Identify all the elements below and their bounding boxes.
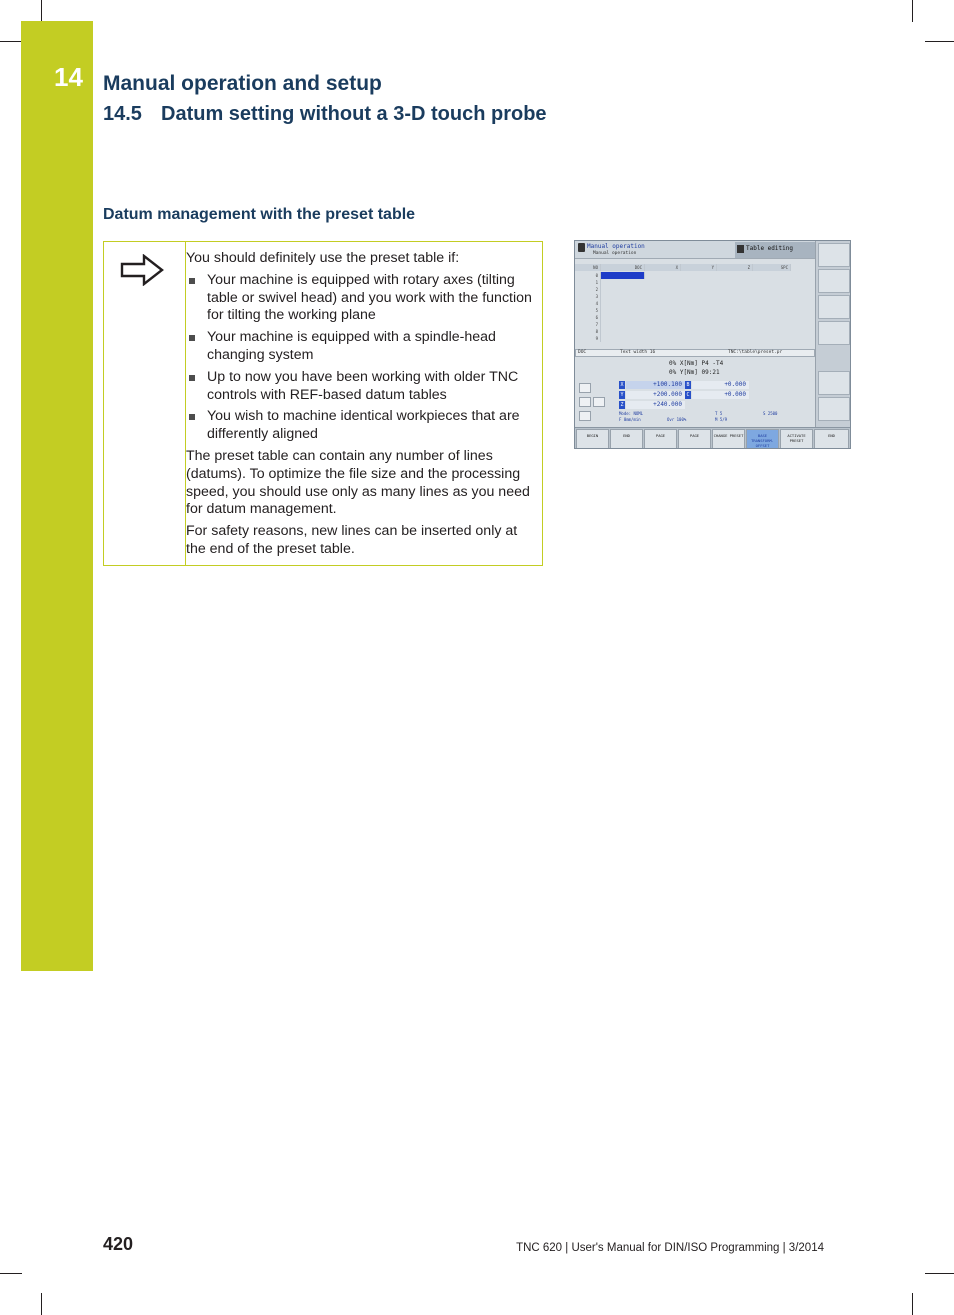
crop-mark — [925, 1273, 954, 1274]
mode-table-editing: Table editing — [735, 242, 815, 258]
table-row[interactable]: 3 — [575, 293, 791, 300]
sidebar-slot — [818, 321, 850, 345]
axis-row: Y +200.000 — [619, 391, 685, 399]
page-footer: TNC 620 | User's Manual for DIN/ISO Programming | 3/2014 — [516, 1242, 824, 1254]
home-icon[interactable] — [593, 397, 605, 407]
crop-mark — [912, 0, 913, 22]
table-row[interactable]: 1 — [575, 279, 791, 286]
status-display — [669, 359, 723, 377]
note-bullet-list — [186, 272, 538, 444]
mode-main: Manual operation — [587, 243, 645, 250]
tool-button[interactable] — [579, 411, 591, 421]
section-title — [103, 103, 547, 126]
bullet-icon — [189, 278, 195, 284]
crop-mark — [0, 1273, 22, 1274]
path-right: TNC:\table\preset.pr — [728, 350, 783, 355]
table-row[interactable]: 6 — [575, 314, 791, 321]
section-number: 14.5 — [103, 103, 142, 125]
crop-mark — [912, 1293, 913, 1315]
table-row[interactable]: 4 — [575, 300, 791, 307]
tool-button[interactable] — [579, 383, 591, 393]
info-bar: Mode: NOML T 5 S 2500 F 0mm/min Ovr 100% M 5/9 — [619, 411, 778, 422]
softkey-base-transform[interactable]: BASE TRANSFORM. OFFSET — [746, 429, 779, 449]
softkey-row — [575, 427, 851, 449]
bullet-icon — [189, 375, 195, 381]
sidebar-slot — [818, 295, 850, 319]
path-bar — [575, 349, 815, 357]
screen-sidebar — [815, 241, 851, 427]
axis-row: B +0.000 — [685, 381, 749, 389]
softkey-end[interactable]: END — [610, 429, 643, 449]
status-line: 0% X[Nm] P4 -T4 — [669, 360, 724, 367]
chapter-title: Manual operation and setup — [103, 72, 382, 95]
axis-row: X +100.100 — [619, 381, 685, 389]
bullet-icon — [189, 335, 195, 341]
left-tools — [577, 381, 617, 425]
table-row[interactable]: 8 — [575, 328, 791, 335]
softkey-end-table[interactable]: END — [814, 429, 849, 449]
right-arrow-icon — [120, 254, 164, 286]
list-item: Up to now you have been working with older TNC controls with REF-based datum tables — [186, 369, 538, 405]
tool-button[interactable] — [579, 397, 591, 407]
table-row[interactable]: 0 — [575, 272, 791, 279]
note-text — [186, 250, 538, 563]
note-paragraph: For safety reasons, new lines can be inserted only at the end of the preset table. — [186, 523, 518, 557]
crop-mark — [41, 0, 42, 22]
softkey-activate-preset[interactable]: ACTIVATE PRESET — [780, 429, 813, 449]
table-row[interactable]: 9 — [575, 335, 791, 342]
hand-icon — [578, 243, 585, 252]
path-left: DOC — [578, 350, 587, 355]
status-line: 0% Y[Nm] 09:21 — [669, 369, 720, 376]
clock-icon — [818, 243, 850, 267]
table-row[interactable]: 7 — [575, 321, 791, 328]
tnc-screenshot — [574, 240, 851, 449]
sidebar-slot — [818, 397, 850, 421]
bullet-icon — [189, 414, 195, 420]
table-row[interactable]: 2 — [575, 286, 791, 293]
softkey-change-preset[interactable]: CHANGE PRESET — [712, 429, 745, 449]
path-mid: Text width 16 — [620, 350, 656, 355]
crop-mark — [925, 41, 954, 42]
section-title-text: Datum setting without a 3-D touch probe — [161, 103, 547, 125]
mode-sub: Manual operation — [593, 251, 637, 256]
table-row[interactable]: 5 — [575, 307, 791, 314]
chapter-number: 14 — [54, 62, 83, 92]
table-header-row: NO DOC X Y Z SPC — [575, 264, 791, 271]
note-intro: You should definitely use the preset table if: — [186, 250, 460, 266]
chapter-tab — [21, 21, 93, 971]
axis-row: C +0.000 — [685, 391, 749, 399]
list-item: Your machine is equipped with rotary axes (tilting table or swivel head) and you work with the function for tilting the working plane — [186, 272, 538, 325]
subsection-heading: Datum management with the preset table — [103, 206, 416, 223]
softkey-begin[interactable]: BEGIN — [576, 429, 609, 449]
page-number: 420 — [103, 1234, 134, 1254]
softkey-page-down[interactable]: PAGE — [678, 429, 711, 449]
sidebar-slot — [818, 371, 850, 395]
crop-mark — [41, 1293, 42, 1315]
sidebar-slot — [818, 269, 850, 293]
softkey-page-up[interactable]: PAGE — [644, 429, 677, 449]
list-item: You wish to machine identical workpieces that are differently aligned — [186, 408, 538, 444]
list-item: Your machine is equipped with a spindle-head changing system — [186, 329, 538, 365]
crop-mark — [0, 41, 22, 42]
note-paragraph: The preset table can contain any number of lines (datums). To optimize the file size and the processing speed, you should use only as many lines as you need for datum management. — [186, 447, 530, 518]
axis-row: Z +240.000 — [619, 401, 685, 409]
